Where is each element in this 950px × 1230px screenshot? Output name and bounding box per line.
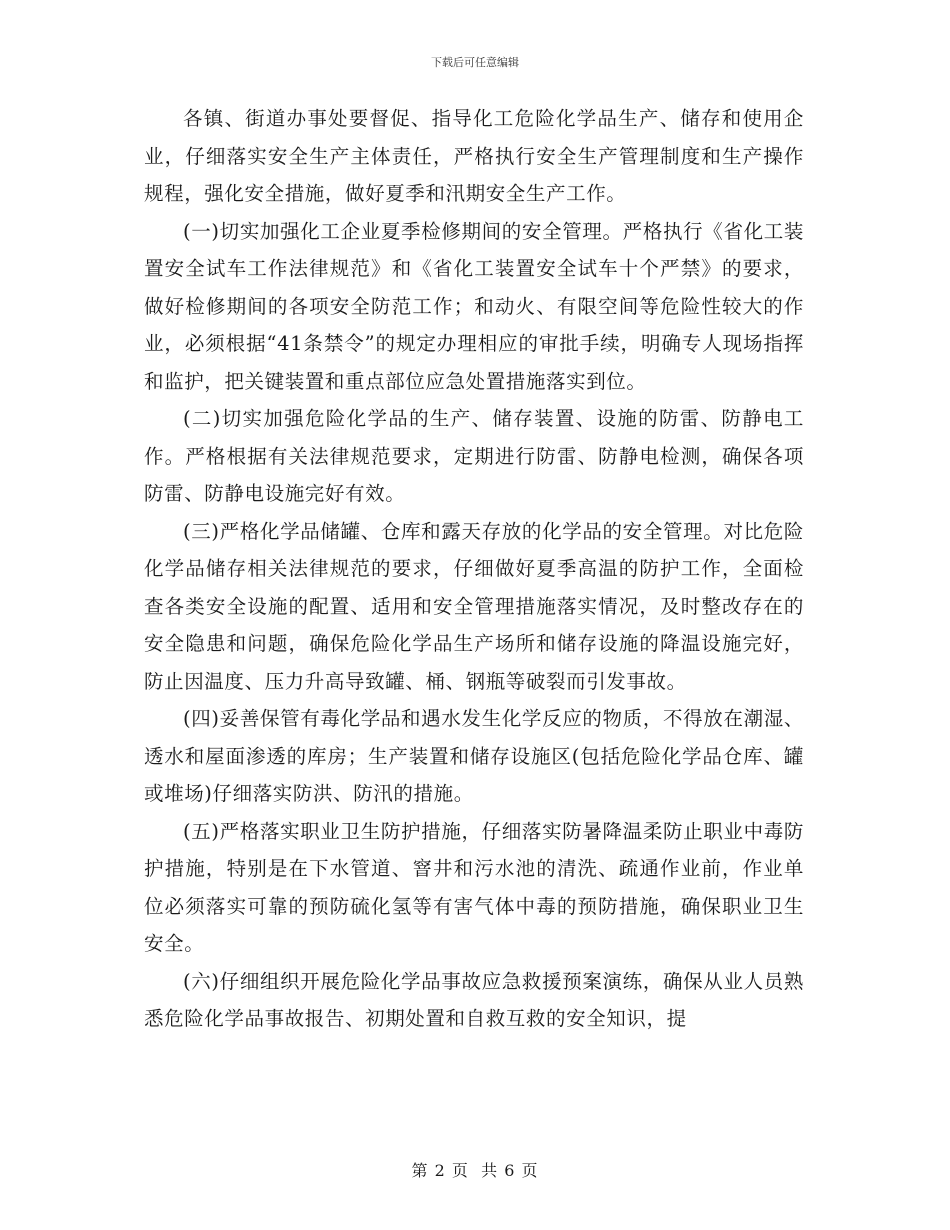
total-page-count: 6	[504, 1161, 516, 1180]
paragraph-item-6: (六)仔细组织开展危险化学品事故应急救援预案演练，确保从业人员熟悉危险化学品事故报告、初期处置和自救互救的安全知识，提	[144, 969, 804, 1030]
page-header-note: 下载后可任意编辑	[431, 56, 519, 69]
paragraph-item-5: (五)严格落实职业卫生防护措施，仔细落实防暑降温柔防止职业中毒防护措施，特别是在下水管道、窨井和污水池的清洗、疏通作业前，作业单位必须落实可靠的预防硫化氢等有害气体中毒的预防措施，确保职业卫生安全。	[144, 819, 804, 955]
page-number-footer	[0, 1158, 950, 1181]
paragraph-item-3: (三)严格化学品储罐、仓库和露天存放的化学品的安全管理。对比危险化学品储存相关法律规范的要求，仔细做好夏季高温的防护工作，全面检查各类安全设施的配置、适用和安全管理措施落实情况，及时整改存在的安全隐患和问题，确保危险化学品生产场所和储存设施的降温设施完好，防止因温度、压力升高导致罐、桶、钢瓶等破裂而引发事故。	[144, 519, 804, 693]
paragraph-intro: 各镇、街道办事处要督促、指导化工危险化学品生产、储存和使用企业，仔细落实安全生产主体责任，严格执行安全生产管理制度和生产操作规程，强化安全措施，做好夏季和汛期安全生产工作。	[144, 107, 804, 205]
current-page-number: 2	[434, 1161, 446, 1180]
paragraph-item-1: (一)切实加强化工企业夏季检修期间的安全管理。严格执行《省化工装置安全试车工作法律规范》和《省化工装置安全试车十个严禁》的要求，做好检修期间的各项安全防范工作；和动火、有限空间等危险性较大的作业，必须根据“41条禁令”的规定办理相应的审批手续，明确专人现场指挥和监护，把关键装置和重点部位应急处置措施落实到位。	[144, 219, 804, 393]
footer-suffix: 页	[521, 1161, 539, 1180]
document-body	[144, 100, 804, 1038]
footer-prefix: 第	[411, 1161, 429, 1180]
paragraph-item-2: (二)切实加强危险化学品的生产、储存装置、设施的防雷、防静电工作。严格根据有关法律规范要求，定期进行防雷、防静电检测，确保各项防雷、防静电设施完好有效。	[144, 407, 804, 505]
footer-middle: 页 共	[451, 1161, 499, 1180]
paragraph-item-4: (四)妥善保管有毒化学品和遇水发生化学反应的物质，不得放在潮湿、透水和屋面渗透的库房；生产装置和储存设施区(包括危险化学品仓库、罐或堆场)仔细落实防洪、防汛的措施。	[144, 707, 804, 805]
